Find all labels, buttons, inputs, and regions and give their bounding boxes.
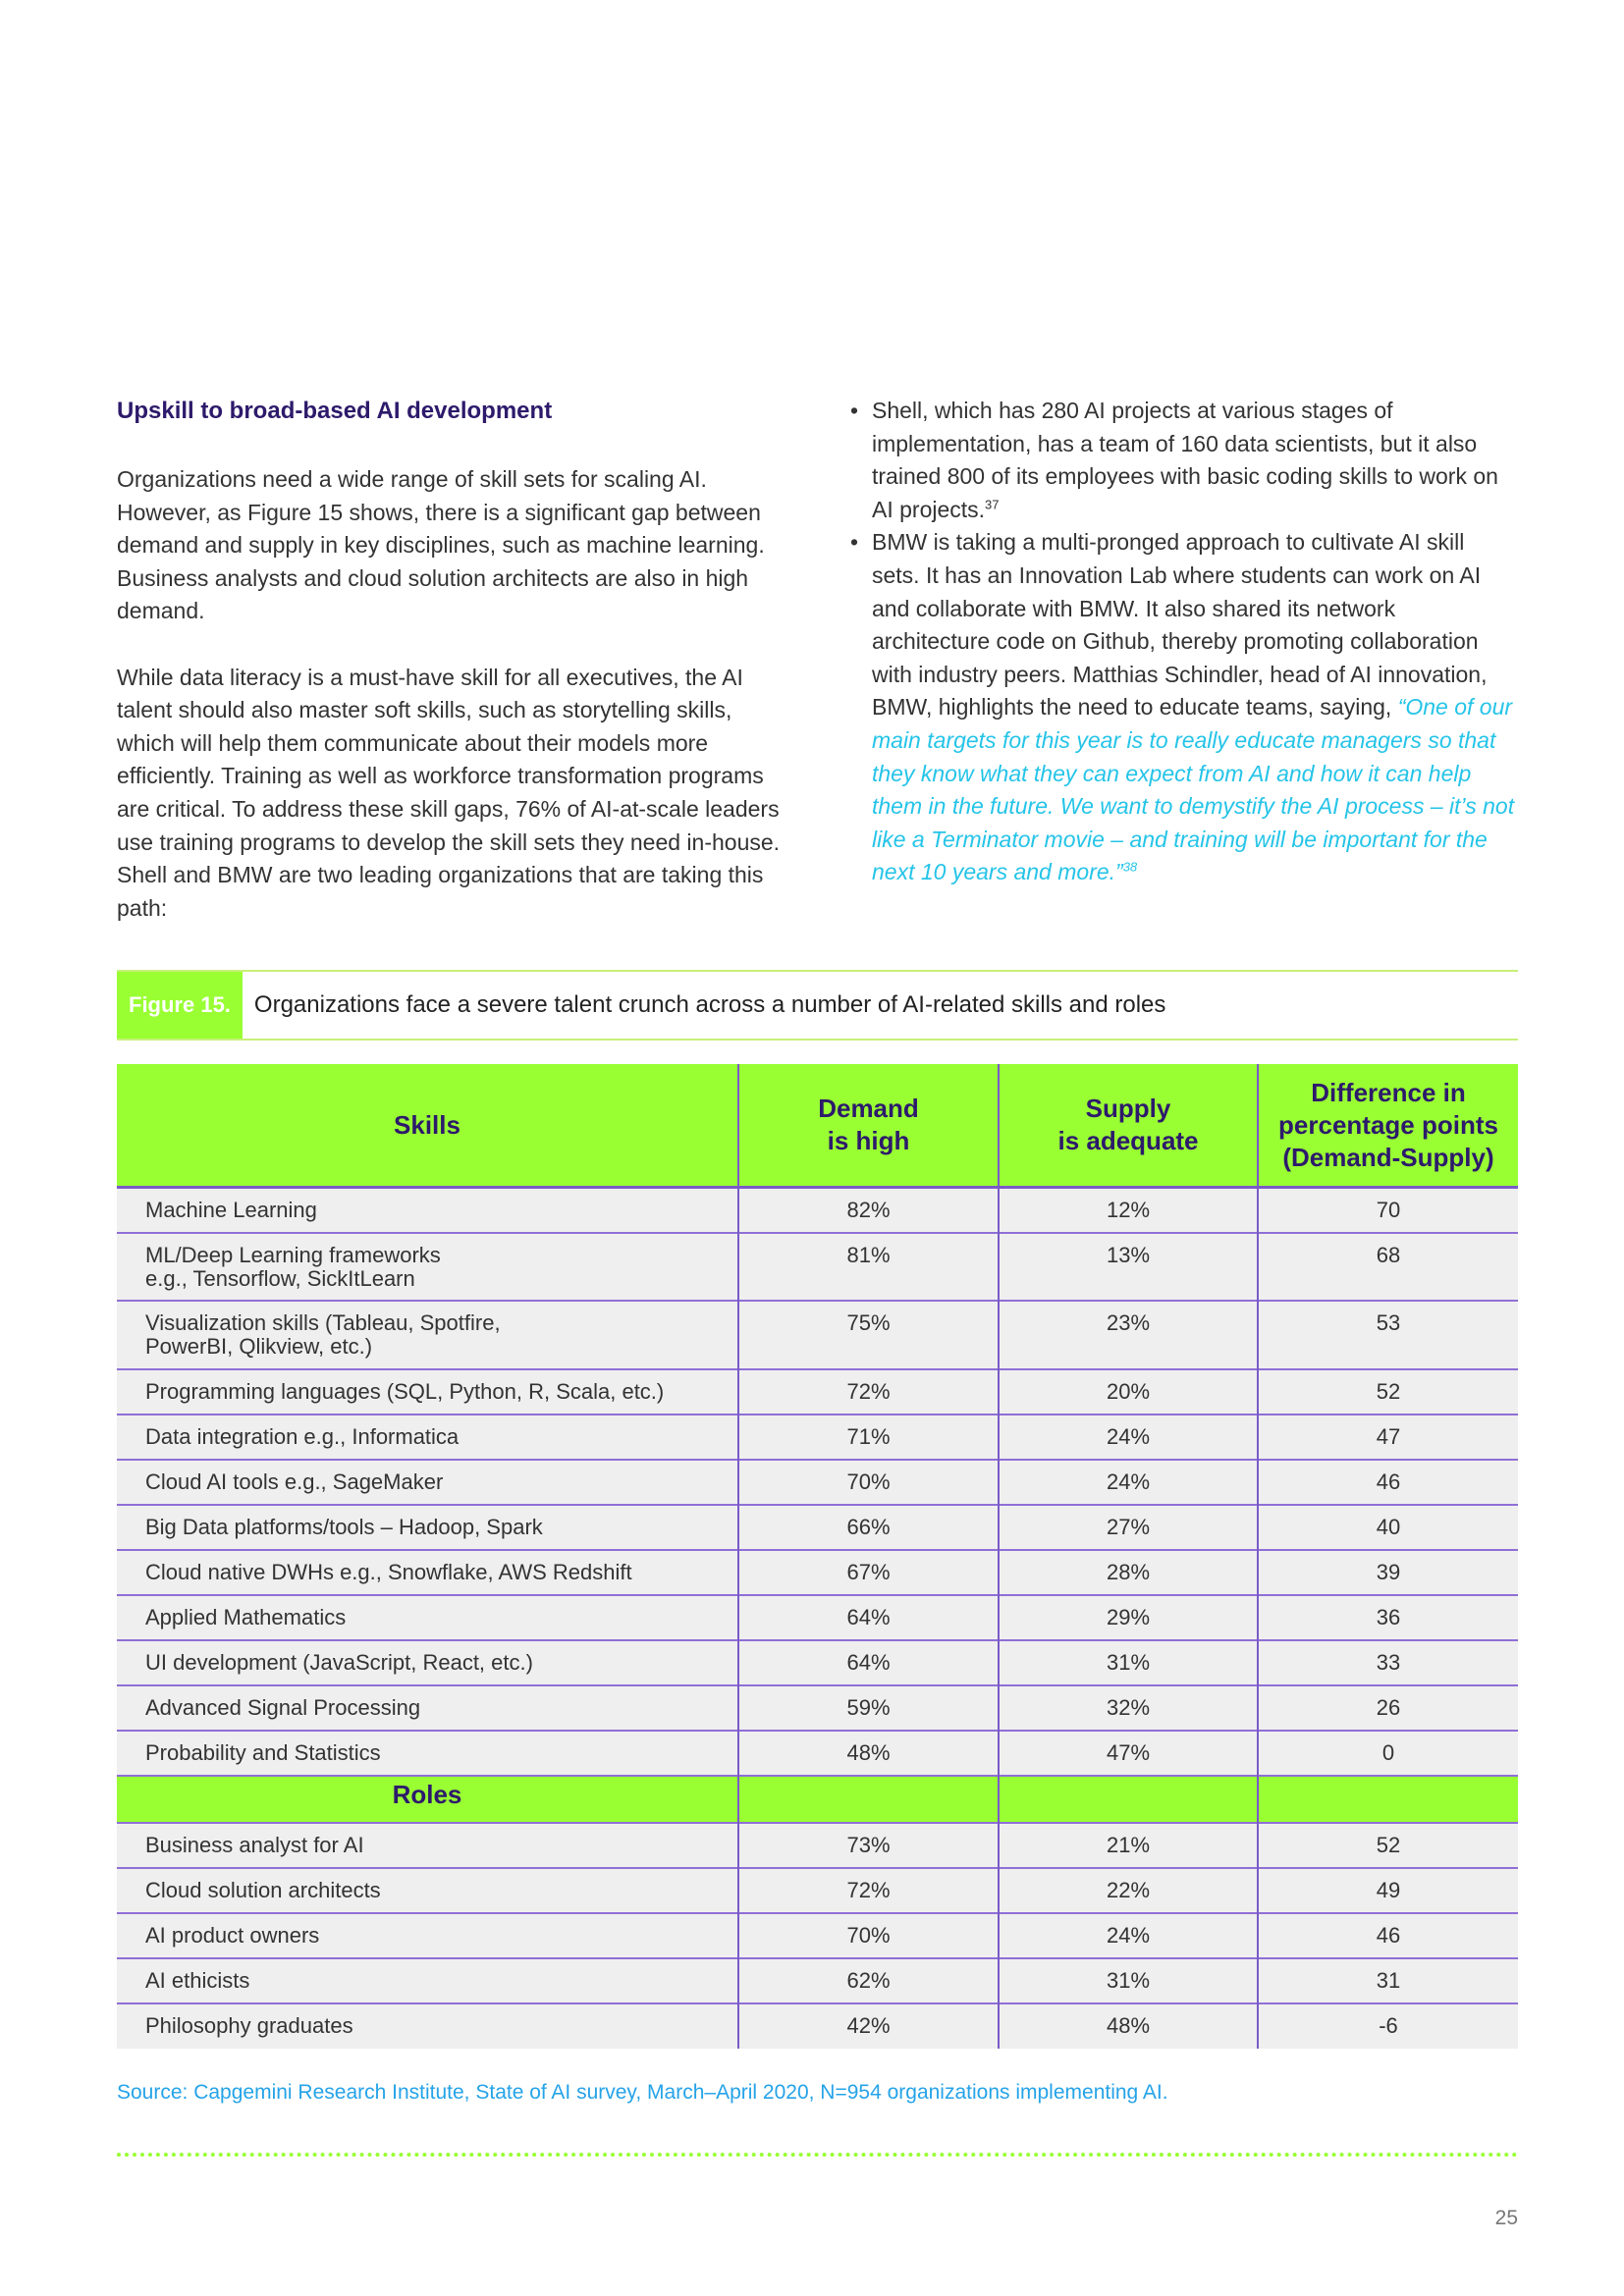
- roles-empty-cell: [1258, 1776, 1518, 1823]
- row-name: Cloud native DWHs e.g., Snowflake, AWS Redshift: [117, 1550, 738, 1595]
- row-diff: 68: [1258, 1233, 1518, 1301]
- row-supply: 31%: [999, 1958, 1258, 2003]
- header-skills: Skills: [117, 1064, 738, 1188]
- row-diff: 0: [1258, 1731, 1518, 1776]
- row-supply: 13%: [999, 1233, 1258, 1301]
- row-demand: 59%: [738, 1685, 999, 1731]
- roles-empty-cell: [738, 1776, 999, 1823]
- table-row: [117, 1301, 1518, 1369]
- row-supply: 48%: [999, 2003, 1258, 2049]
- row-name: Big Data platforms/tools – Hadoop, Spark: [117, 1505, 738, 1550]
- bullet-item-bmw: [850, 526, 1518, 889]
- table-row: [117, 1505, 1518, 1550]
- row-supply: 29%: [999, 1595, 1258, 1640]
- roles-subheader-row: [117, 1776, 1518, 1823]
- table-row: [117, 1460, 1518, 1505]
- table-row: [117, 1958, 1518, 2003]
- row-name: Applied Mathematics: [117, 1595, 738, 1640]
- row-name: Cloud solution architects: [117, 1868, 738, 1913]
- row-name: AI product owners: [117, 1913, 738, 1958]
- figure-label: Figure 15.: [117, 972, 243, 1039]
- row-name: Programming languages (SQL, Python, R, Scala, etc.): [117, 1369, 738, 1415]
- row-name: Probability and Statistics: [117, 1731, 738, 1776]
- row-demand: 82%: [738, 1188, 999, 1233]
- row-demand: 67%: [738, 1550, 999, 1595]
- header-difference: Difference in percentage points (Demand-Supply): [1258, 1064, 1518, 1188]
- row-diff: 26: [1258, 1685, 1518, 1731]
- row-supply: 20%: [999, 1369, 1258, 1415]
- table-row: [117, 1913, 1518, 1958]
- table-header-row: [117, 1064, 1518, 1188]
- row-demand: 81%: [738, 1233, 999, 1301]
- row-demand: 70%: [738, 1913, 999, 1958]
- row-supply: 32%: [999, 1685, 1258, 1731]
- bullet-item-shell: [850, 395, 1518, 526]
- row-diff: 31: [1258, 1958, 1518, 2003]
- table-row: [117, 2003, 1518, 2049]
- bullet-text: Shell, which has 280 AI projects at various stages of implementation, has a team of 160 data scientists, but it also trained 800 of its employees with basic coding skills to work on AI projects.: [872, 398, 1498, 522]
- header-demand: Demand is high: [738, 1064, 999, 1188]
- row-demand: 66%: [738, 1505, 999, 1550]
- table-row: [117, 1868, 1518, 1913]
- body-paragraph: While data literacy is a must-have skill for all executives, the AI talent should also master soft skills, such as storytelling skills, which will help them communicate about their models more efficiently. Training as well as workforce transformation programs are critical. To address these skill gaps, 76% of AI-at-scale leaders use training programs to develop the skill sets they need in-house. Shell and BMW are two leading organizations that are taking this path:: [117, 664, 781, 921]
- row-diff: 52: [1258, 1823, 1518, 1868]
- row-diff: 49: [1258, 1868, 1518, 1913]
- row-diff: 46: [1258, 1460, 1518, 1505]
- row-supply: 21%: [999, 1823, 1258, 1868]
- row-supply: 23%: [999, 1301, 1258, 1369]
- row-demand: 62%: [738, 1958, 999, 2003]
- bullet-icon: •: [850, 529, 859, 556]
- bullet-text: BMW is taking a multi-pronged approach to cultivate AI skill sets. It has an Innovation Lab where students can work on AI and collaborate with BMW. It also shared its network architecture code on Github, thereby promoting collaboration with industry peers. Matthias Schindler, head of AI innovation, BMW, highlights the need to educate teams, saying,: [872, 529, 1488, 721]
- table-row: [117, 1233, 1518, 1301]
- table-row: [117, 1188, 1518, 1233]
- row-supply: 47%: [999, 1731, 1258, 1776]
- row-supply: 24%: [999, 1415, 1258, 1460]
- row-diff: 39: [1258, 1550, 1518, 1595]
- table-row: [117, 1550, 1518, 1595]
- footnote-ref: 38: [1122, 859, 1138, 875]
- table-row: [117, 1369, 1518, 1415]
- table-row: [117, 1685, 1518, 1731]
- header-supply: Supply is adequate: [999, 1064, 1258, 1188]
- table-row: [117, 1823, 1518, 1868]
- row-name: Visualization skills (Tableau, Spotfire, PowerBI, Qlikview, etc.): [117, 1301, 738, 1369]
- row-name: Advanced Signal Processing: [117, 1685, 738, 1731]
- section-heading: Upskill to broad-based AI development: [117, 398, 553, 424]
- row-supply: 28%: [999, 1550, 1258, 1595]
- row-diff: 40: [1258, 1505, 1518, 1550]
- row-diff: 47: [1258, 1415, 1518, 1460]
- row-demand: 48%: [738, 1731, 999, 1776]
- table-row: [117, 1415, 1518, 1460]
- row-name: Business analyst for AI: [117, 1823, 738, 1868]
- quote-text: “One of our main targets for this year is to really educate managers so that they know what they can expect from AI and how it can help them in the future. We want to demystify the AI process – it’s not like a Terminator movie – and training will be important for the next 10 years and more.”: [872, 694, 1515, 885]
- row-demand: 70%: [738, 1460, 999, 1505]
- row-supply: 27%: [999, 1505, 1258, 1550]
- row-diff: 52: [1258, 1369, 1518, 1415]
- right-column: [850, 395, 1518, 889]
- table-row: [117, 1595, 1518, 1640]
- page-number: 25: [1494, 2207, 1518, 2229]
- row-name: Data integration e.g., Informatica: [117, 1415, 738, 1460]
- talent-table: [117, 1064, 1518, 2049]
- row-demand: 75%: [738, 1301, 999, 1369]
- row-name: Machine Learning: [117, 1188, 738, 1233]
- row-name: AI ethicists: [117, 1958, 738, 2003]
- left-column: [117, 395, 794, 958]
- row-name: Philosophy graduates: [117, 2003, 738, 2049]
- roles-label: Roles: [117, 1776, 738, 1823]
- row-supply: 31%: [999, 1640, 1258, 1685]
- row-demand: 64%: [738, 1595, 999, 1640]
- row-supply: 24%: [999, 1460, 1258, 1505]
- row-name: UI development (JavaScript, React, etc.): [117, 1640, 738, 1685]
- dotted-divider: [117, 2153, 1518, 2157]
- bullet-icon: •: [850, 398, 859, 423]
- footnote-ref: 37: [985, 497, 1000, 512]
- row-supply: 12%: [999, 1188, 1258, 1233]
- table-row: [117, 1731, 1518, 1776]
- table-row: [117, 1640, 1518, 1685]
- row-diff: 53: [1258, 1301, 1518, 1369]
- body-paragraph: Organizations need a wide range of skill sets for scaling AI. However, as Figure 15 shows, there is a significant gap between demand and supply in key disciplines, such as machine learning. Business analysts and cloud solution architects are also in high demand.: [117, 466, 765, 624]
- row-diff: -6: [1258, 2003, 1518, 2049]
- row-demand: 72%: [738, 1369, 999, 1415]
- row-diff: 33: [1258, 1640, 1518, 1685]
- source-note: Source: Capgemini Research Institute, State of AI survey, March–April 2020, N=954 organizations implementing AI.: [117, 2081, 1168, 2104]
- row-diff: 70: [1258, 1188, 1518, 1233]
- row-demand: 71%: [738, 1415, 999, 1460]
- row-demand: 73%: [738, 1823, 999, 1868]
- row-name: Cloud AI tools e.g., SageMaker: [117, 1460, 738, 1505]
- row-supply: 22%: [999, 1868, 1258, 1913]
- row-supply: 24%: [999, 1913, 1258, 1958]
- row-diff: 46: [1258, 1913, 1518, 1958]
- figure-title: Organizations face a severe talent crunch across a number of AI-related skills and roles: [253, 991, 1166, 1018]
- row-demand: 72%: [738, 1868, 999, 1913]
- row-demand: 42%: [738, 2003, 999, 2049]
- row-name: ML/Deep Learning frameworks e.g., Tensorflow, SickItLearn: [117, 1233, 738, 1301]
- bullet-list: [850, 395, 1518, 889]
- roles-empty-cell: [999, 1776, 1258, 1823]
- row-demand: 64%: [738, 1640, 999, 1685]
- row-diff: 36: [1258, 1595, 1518, 1640]
- figure-caption: [117, 970, 1518, 1041]
